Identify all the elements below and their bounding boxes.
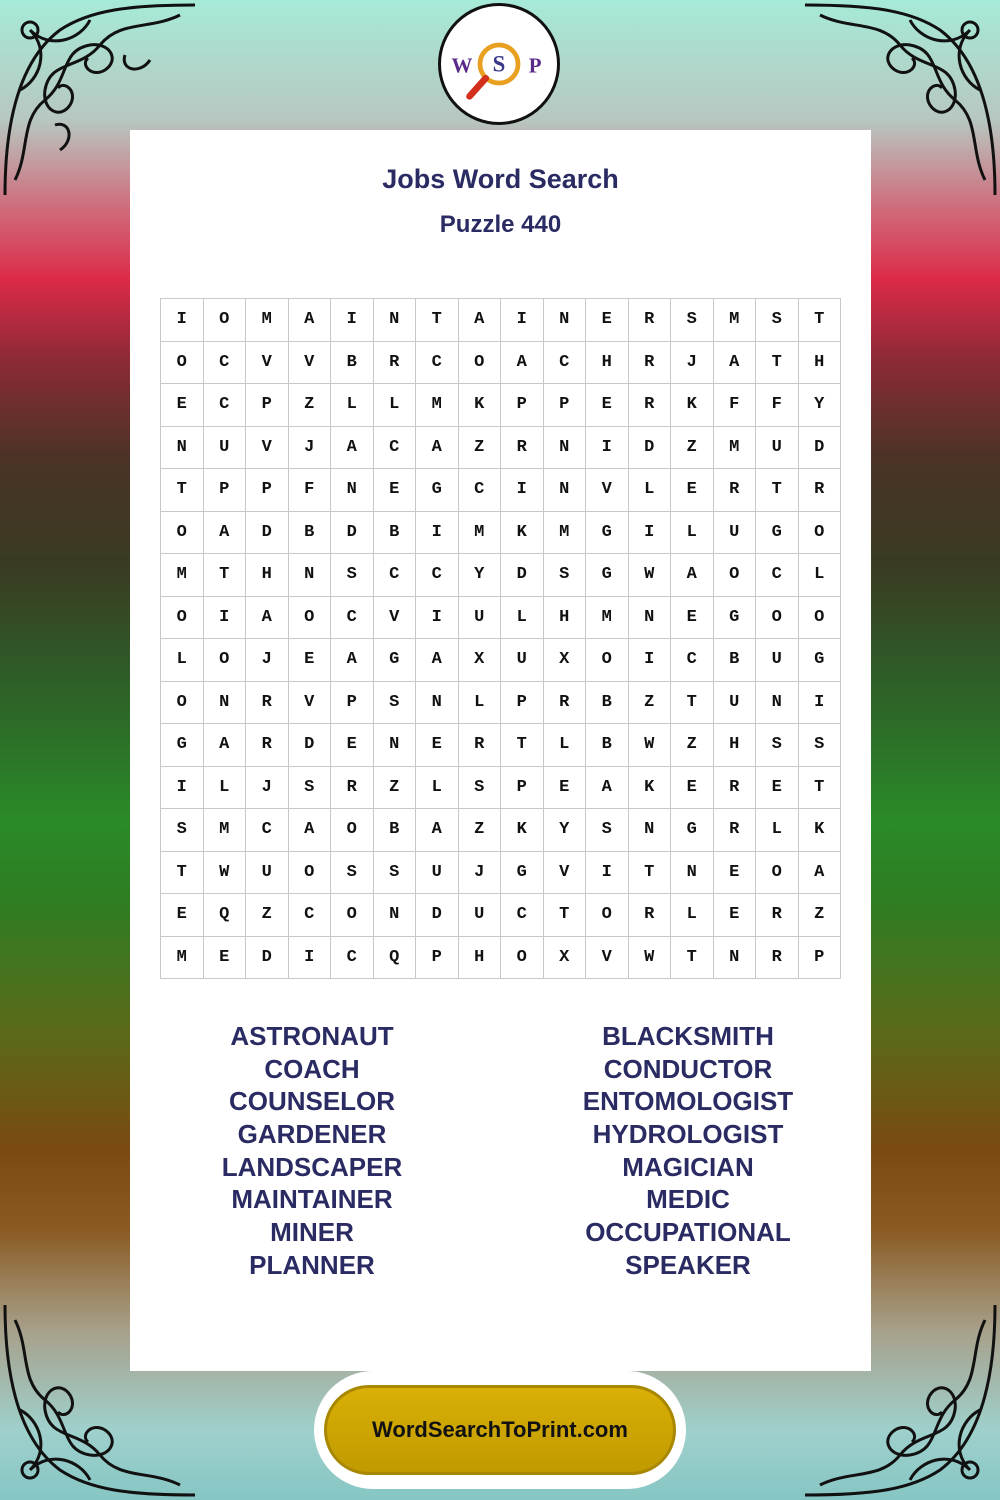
grid-cell: Y — [459, 554, 502, 597]
grid-cell: U — [756, 427, 799, 470]
grid-cell: O — [799, 597, 842, 640]
grid-cell: M — [246, 299, 289, 342]
grid-cell: P — [331, 682, 374, 725]
grid-cell: Z — [459, 427, 502, 470]
grid-cell: I — [501, 299, 544, 342]
grid-cell: B — [331, 342, 374, 385]
word-list-item: ASTRONAUT — [230, 1021, 394, 1051]
grid-cell: Z — [289, 384, 332, 427]
grid-cell: H — [799, 342, 842, 385]
word-list-item: HYDROLOGIST — [592, 1119, 784, 1150]
grid-cell: S — [671, 299, 714, 342]
grid-cell: R — [629, 894, 672, 937]
grid-cell: O — [204, 639, 247, 682]
grid-cell: L — [161, 639, 204, 682]
grid-cell: X — [544, 937, 587, 980]
grid-cell: R — [331, 767, 374, 810]
grid-cell: L — [416, 767, 459, 810]
grid-cell: N — [416, 682, 459, 725]
grid-cell: H — [544, 597, 587, 640]
grid-cell: T — [671, 937, 714, 980]
grid-cell: R — [246, 724, 289, 767]
site-link-label[interactable]: WordSearchToPrint.com — [324, 1385, 676, 1475]
logo-letter-w: W — [451, 53, 473, 78]
grid-cell: N — [544, 299, 587, 342]
grid-cell: S — [544, 554, 587, 597]
grid-cell: O — [289, 852, 332, 895]
grid-cell: M — [544, 512, 587, 555]
grid-cell: I — [586, 852, 629, 895]
grid-cell: I — [161, 767, 204, 810]
grid-cell: B — [586, 682, 629, 725]
grid-cell: O — [756, 852, 799, 895]
grid-cell: B — [374, 512, 417, 555]
grid-cell: R — [629, 299, 672, 342]
grid-cell: R — [714, 767, 757, 810]
word-list-item: COUNSELOR — [228, 1086, 396, 1117]
grid-cell: O — [289, 597, 332, 640]
grid-cell: O — [586, 639, 629, 682]
grid-cell: O — [714, 554, 757, 597]
grid-cell: L — [671, 512, 714, 555]
grid-cell: L — [671, 894, 714, 937]
grid-cell: X — [459, 639, 502, 682]
grid-cell: J — [671, 342, 714, 385]
wsp-logo — [438, 3, 560, 125]
grid-cell: R — [459, 724, 502, 767]
grid-cell: X — [544, 639, 587, 682]
grid-cell: E — [586, 384, 629, 427]
grid-cell: U — [416, 852, 459, 895]
grid-cell: G — [501, 852, 544, 895]
grid-cell: N — [671, 852, 714, 895]
word-list-item: MEDIC — [646, 1184, 730, 1215]
grid-cell: H — [246, 554, 289, 597]
grid-cell: G — [374, 639, 417, 682]
grid-cell: T — [544, 894, 587, 937]
grid-cell: P — [501, 682, 544, 725]
word-list-item: MAGICIAN — [622, 1151, 754, 1182]
grid-cell: C — [289, 894, 332, 937]
grid-cell: T — [204, 554, 247, 597]
grid-cell: O — [161, 597, 204, 640]
grid-cell: E — [374, 469, 417, 512]
grid-cell: T — [416, 299, 459, 342]
grid-cell: N — [161, 427, 204, 470]
grid-cell: R — [629, 384, 672, 427]
grid-cell: V — [289, 342, 332, 385]
grid-cell: R — [246, 682, 289, 725]
logo-letter-p: P — [528, 53, 542, 78]
grid-cell: Y — [544, 809, 587, 852]
grid-cell: Z — [629, 682, 672, 725]
grid-cell: G — [714, 597, 757, 640]
grid-cell: C — [331, 597, 374, 640]
grid-cell: C — [416, 342, 459, 385]
word-list-item: BLACKSMITH — [602, 1021, 774, 1051]
grid-cell: E — [161, 384, 204, 427]
grid-cell: S — [289, 767, 332, 810]
grid-cell: F — [714, 384, 757, 427]
grid-cell: K — [501, 512, 544, 555]
grid-cell: D — [799, 427, 842, 470]
word-list-item: SPEAKER — [625, 1249, 751, 1280]
grid-cell: S — [756, 724, 799, 767]
grid-cell: E — [586, 299, 629, 342]
grid-cell: S — [374, 682, 417, 725]
grid-cell: S — [799, 724, 842, 767]
grid-cell: E — [331, 724, 374, 767]
grid-cell: Z — [671, 724, 714, 767]
grid-cell: Z — [246, 894, 289, 937]
grid-cell: O — [204, 299, 247, 342]
grid-cell: A — [289, 299, 332, 342]
grid-cell: T — [799, 299, 842, 342]
grid-cell: P — [204, 469, 247, 512]
grid-cell: N — [544, 469, 587, 512]
grid-cell: S — [374, 852, 417, 895]
grid-cell: G — [671, 809, 714, 852]
page-title: Jobs Word Search — [382, 164, 619, 194]
grid-cell: P — [246, 469, 289, 512]
grid-cell: V — [586, 937, 629, 980]
grid-cell: D — [246, 937, 289, 980]
grid-cell: Q — [204, 894, 247, 937]
grid-cell: O — [161, 512, 204, 555]
grid-cell: E — [756, 767, 799, 810]
grid-cell: I — [416, 512, 459, 555]
grid-cell: B — [714, 639, 757, 682]
grid-cell: M — [204, 809, 247, 852]
word-list-right — [538, 1020, 838, 1282]
grid-cell: O — [161, 682, 204, 725]
grid-cell: U — [714, 682, 757, 725]
grid-cell: C — [374, 554, 417, 597]
grid-cell: N — [374, 299, 417, 342]
grid-cell: J — [246, 639, 289, 682]
grid-cell: T — [629, 852, 672, 895]
grid-cell: Z — [374, 767, 417, 810]
word-list-left — [162, 1020, 462, 1282]
grid-cell: S — [459, 767, 502, 810]
grid-cell: O — [331, 894, 374, 937]
grid-cell: E — [671, 597, 714, 640]
grid-cell: L — [374, 384, 417, 427]
grid-cell: E — [671, 469, 714, 512]
grid-cell: C — [331, 937, 374, 980]
grid-cell: K — [459, 384, 502, 427]
grid-cell: V — [289, 682, 332, 725]
grid-cell: S — [756, 299, 799, 342]
grid-cell: P — [416, 937, 459, 980]
grid-cell: Z — [671, 427, 714, 470]
grid-cell: A — [289, 809, 332, 852]
grid-cell: V — [544, 852, 587, 895]
grid-cell: L — [544, 724, 587, 767]
word-list-item: ENTOMOLOGIST — [582, 1086, 794, 1117]
grid-cell: R — [501, 427, 544, 470]
grid-cell: N — [289, 554, 332, 597]
grid-cell: R — [714, 469, 757, 512]
grid-cell: F — [289, 469, 332, 512]
grid-cell: P — [544, 384, 587, 427]
grid-cell: A — [416, 639, 459, 682]
grid-cell: V — [246, 427, 289, 470]
grid-cell: G — [416, 469, 459, 512]
grid-cell: G — [586, 554, 629, 597]
grid-cell: A — [586, 767, 629, 810]
grid-cell: E — [544, 767, 587, 810]
grid-cell: L — [459, 682, 502, 725]
grid-cell: K — [501, 809, 544, 852]
grid-cell: I — [331, 299, 374, 342]
grid-cell: A — [204, 512, 247, 555]
grid-cell: U — [459, 894, 502, 937]
grid-cell: C — [204, 384, 247, 427]
grid-cell: P — [799, 937, 842, 980]
word-list-item: OCCUPATIONAL — [585, 1217, 791, 1248]
puzzle-number: Puzzle 440 — [439, 211, 562, 238]
grid-cell: O — [459, 342, 502, 385]
grid-cell: L — [756, 809, 799, 852]
grid-cell: Q — [374, 937, 417, 980]
grid-cell: G — [586, 512, 629, 555]
grid-cell: O — [161, 342, 204, 385]
grid-cell: U — [459, 597, 502, 640]
grid-cell: B — [586, 724, 629, 767]
grid-cell: I — [416, 597, 459, 640]
grid-cell: R — [756, 894, 799, 937]
grid-cell: N — [374, 724, 417, 767]
grid-cell: I — [629, 639, 672, 682]
grid-cell: L — [629, 469, 672, 512]
grid-cell: I — [161, 299, 204, 342]
grid-cell: T — [501, 724, 544, 767]
grid-cell: M — [416, 384, 459, 427]
grid-cell: J — [289, 427, 332, 470]
grid-cell: I — [501, 469, 544, 512]
word-list-item: LANDSCAPER — [221, 1151, 403, 1182]
grid-cell: D — [331, 512, 374, 555]
grid-cell: O — [756, 597, 799, 640]
grid-cell: B — [289, 512, 332, 555]
grid-cell: N — [374, 894, 417, 937]
grid-cell: C — [544, 342, 587, 385]
grid-cell: T — [799, 767, 842, 810]
grid-cell: K — [799, 809, 842, 852]
grid-cell: A — [331, 639, 374, 682]
grid-cell: A — [501, 342, 544, 385]
puzzle-sheet — [130, 130, 871, 1371]
word-list-item: PLANNER — [249, 1249, 375, 1280]
grid-cell: Y — [799, 384, 842, 427]
grid-cell: E — [289, 639, 332, 682]
grid-cell: N — [629, 597, 672, 640]
grid-cell: K — [671, 384, 714, 427]
grid-cell: A — [416, 427, 459, 470]
grid-cell: A — [799, 852, 842, 895]
grid-cell: C — [501, 894, 544, 937]
grid-cell: H — [459, 937, 502, 980]
grid-cell: B — [374, 809, 417, 852]
grid-cell: C — [204, 342, 247, 385]
grid-cell: L — [799, 554, 842, 597]
grid-cell: V — [246, 342, 289, 385]
grid-cell: Z — [799, 894, 842, 937]
grid-cell: A — [416, 809, 459, 852]
grid-cell: N — [331, 469, 374, 512]
grid-cell: O — [501, 937, 544, 980]
grid-cell: Z — [459, 809, 502, 852]
grid-cell: W — [629, 554, 672, 597]
grid-cell: S — [586, 809, 629, 852]
grid-cell: C — [374, 427, 417, 470]
grid-cell: J — [246, 767, 289, 810]
grid-cell: U — [501, 639, 544, 682]
grid-cell: D — [289, 724, 332, 767]
grid-cell: T — [161, 852, 204, 895]
word-list-item: MAINTAINER — [231, 1184, 393, 1215]
grid-cell: E — [416, 724, 459, 767]
grid-cell: T — [671, 682, 714, 725]
grid-cell: P — [501, 767, 544, 810]
grid-cell: A — [714, 342, 757, 385]
grid-cell: D — [501, 554, 544, 597]
grid-cell: P — [246, 384, 289, 427]
grid-cell: C — [246, 809, 289, 852]
grid-cell: A — [331, 427, 374, 470]
grid-cell: D — [416, 894, 459, 937]
grid-cell: T — [756, 469, 799, 512]
grid-cell: M — [714, 299, 757, 342]
grid-cell: V — [374, 597, 417, 640]
grid-cell: V — [586, 469, 629, 512]
word-list-item: GARDENER — [237, 1119, 387, 1150]
grid-cell: I — [799, 682, 842, 725]
grid-cell: S — [331, 852, 374, 895]
grid-cell: N — [714, 937, 757, 980]
grid-cell: M — [586, 597, 629, 640]
word-list-item: MINER — [270, 1217, 354, 1248]
grid-cell: R — [629, 342, 672, 385]
grid-cell: I — [586, 427, 629, 470]
grid-cell: R — [756, 937, 799, 980]
grid-cell: N — [756, 682, 799, 725]
grid-cell: L — [204, 767, 247, 810]
letter-grid — [160, 298, 841, 979]
grid-cell: I — [204, 597, 247, 640]
grid-cell: P — [501, 384, 544, 427]
grid-cell: N — [204, 682, 247, 725]
grid-cell: C — [671, 639, 714, 682]
grid-cell: C — [756, 554, 799, 597]
grid-cell: A — [246, 597, 289, 640]
grid-cell: U — [246, 852, 289, 895]
grid-cell: U — [204, 427, 247, 470]
grid-cell: N — [544, 427, 587, 470]
grid-cell: U — [756, 639, 799, 682]
grid-cell: N — [629, 809, 672, 852]
grid-cell: S — [161, 809, 204, 852]
grid-cell: K — [629, 767, 672, 810]
grid-cell: S — [331, 554, 374, 597]
grid-cell: C — [459, 469, 502, 512]
grid-cell: O — [331, 809, 374, 852]
grid-cell: T — [756, 342, 799, 385]
grid-cell: M — [714, 427, 757, 470]
grid-cell: G — [756, 512, 799, 555]
grid-cell: E — [161, 894, 204, 937]
grid-cell: F — [756, 384, 799, 427]
grid-cell: G — [799, 639, 842, 682]
grid-cell: R — [544, 682, 587, 725]
grid-cell: A — [459, 299, 502, 342]
grid-cell: H — [714, 724, 757, 767]
word-list-item: CONDUCTOR — [603, 1053, 773, 1084]
grid-cell: O — [799, 512, 842, 555]
grid-cell: T — [161, 469, 204, 512]
grid-cell: W — [629, 937, 672, 980]
grid-cell: E — [671, 767, 714, 810]
grid-cell: C — [416, 554, 459, 597]
grid-cell: I — [629, 512, 672, 555]
grid-cell: O — [586, 894, 629, 937]
grid-cell: W — [629, 724, 672, 767]
grid-cell: I — [289, 937, 332, 980]
grid-cell: U — [714, 512, 757, 555]
grid-cell: E — [714, 852, 757, 895]
grid-cell: H — [586, 342, 629, 385]
grid-cell: D — [246, 512, 289, 555]
grid-cell: W — [204, 852, 247, 895]
grid-cell: R — [799, 469, 842, 512]
grid-cell: L — [501, 597, 544, 640]
grid-cell: D — [629, 427, 672, 470]
grid-cell: R — [714, 809, 757, 852]
grid-cell: M — [459, 512, 502, 555]
logo-letter-s: S — [492, 51, 506, 77]
grid-cell: M — [161, 554, 204, 597]
grid-cell: R — [374, 342, 417, 385]
grid-cell: J — [459, 852, 502, 895]
grid-cell: A — [671, 554, 714, 597]
site-link[interactable] — [314, 1371, 686, 1489]
grid-cell: M — [161, 937, 204, 980]
word-list-item: COACH — [264, 1053, 360, 1084]
grid-cell: E — [714, 894, 757, 937]
grid-cell: A — [204, 724, 247, 767]
grid-cell: L — [331, 384, 374, 427]
grid-cell: E — [204, 937, 247, 980]
grid-cell: G — [161, 724, 204, 767]
